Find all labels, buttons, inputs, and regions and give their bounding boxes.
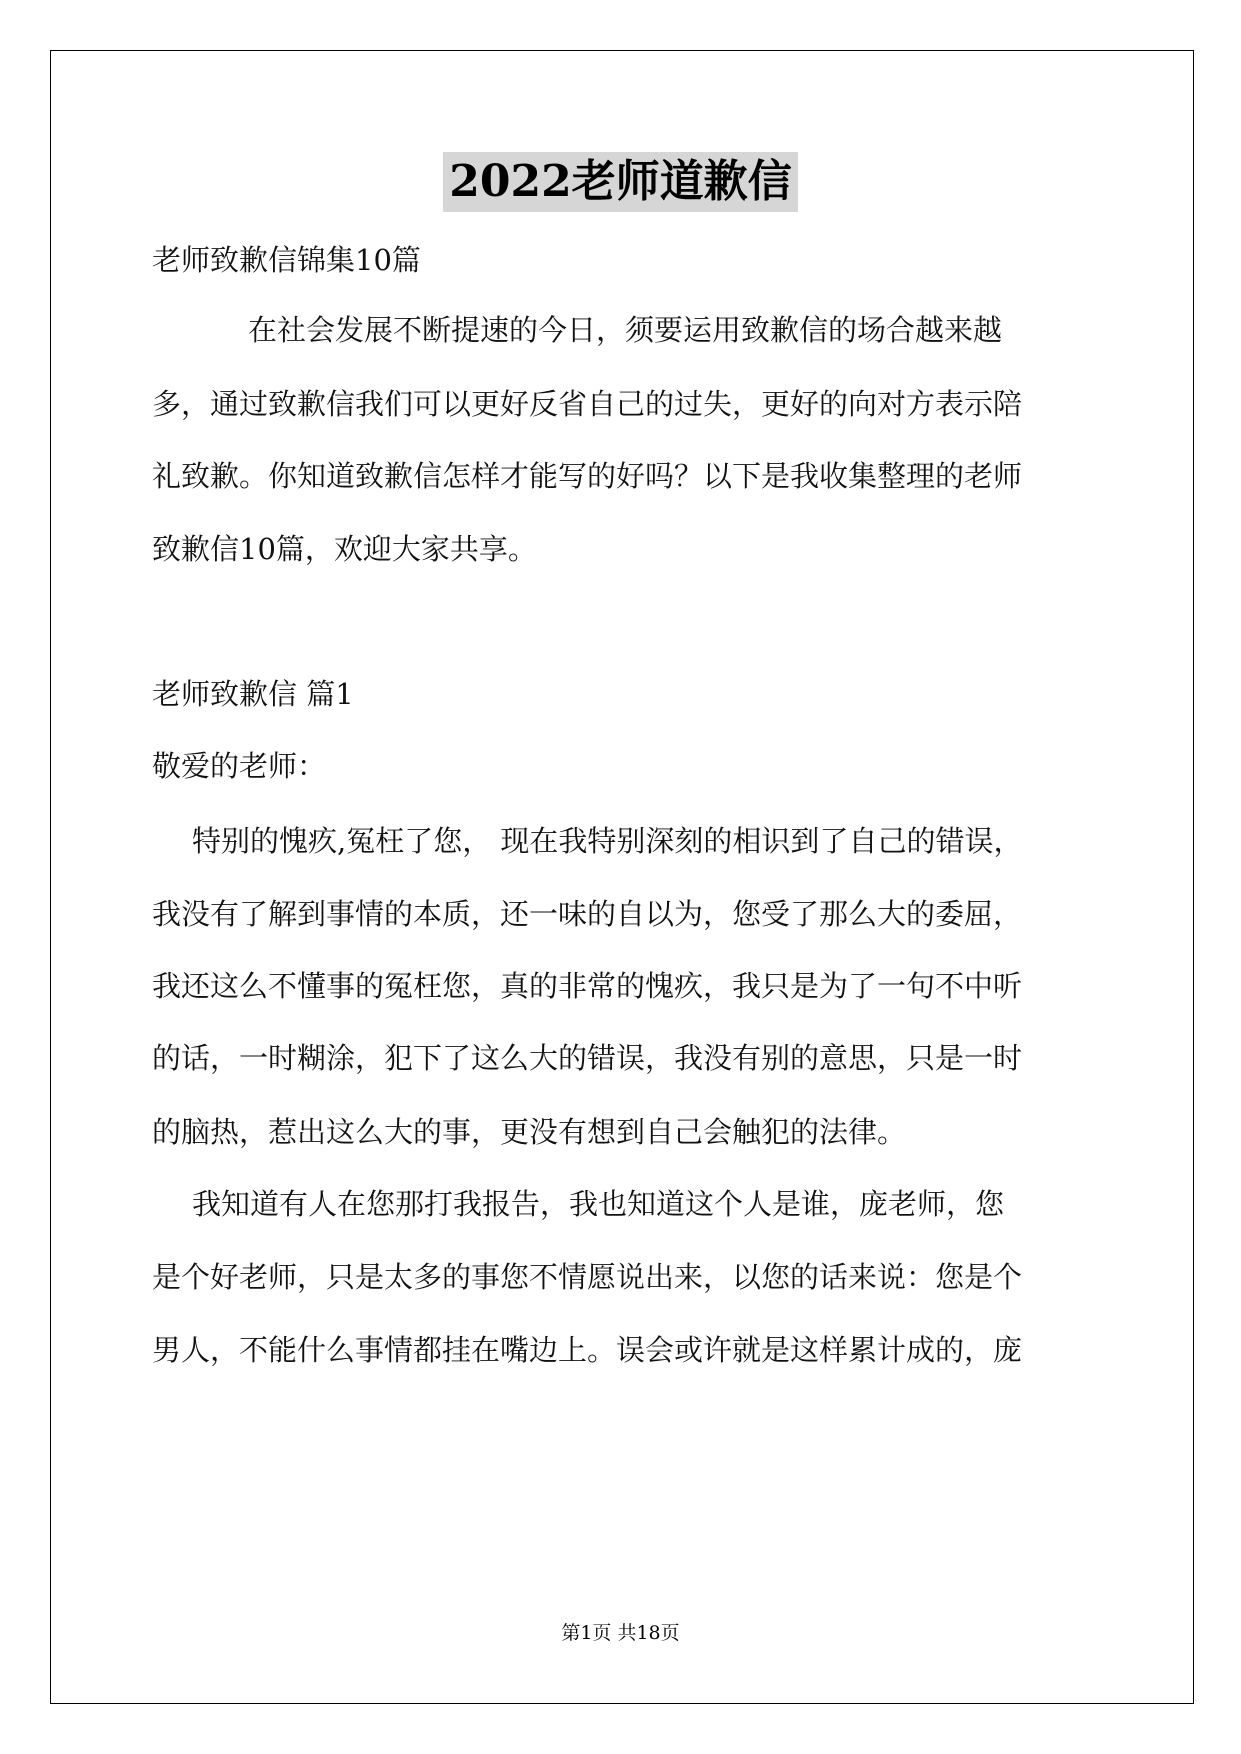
paragraph-line: 我知道有人在您那打我报告，我也知道这个人是谁，庞老师，您 <box>192 1187 1005 1221</box>
paragraph-line: 特别的愧疚,冤枉了您， 现在我特别深刻的相识到了自己的错误， <box>192 824 1023 858</box>
intro-line: 礼致歉。你知道致歉信怎样才能写的好吗？以下是我收集整理的老师 <box>152 459 1023 493</box>
section-heading: 老师致歉信 篇1 <box>152 677 354 711</box>
paragraph-line: 是个好老师，只是太多的事您不情愿说出来，以您的话来说：您是个 <box>152 1260 1023 1294</box>
intro-line: 在社会发展不断提速的今日，须要运用致歉信的场合越来越 <box>248 313 1003 347</box>
salutation: 敬爱的老师： <box>152 749 327 783</box>
subtitle: 老师致歉信锦集10篇 <box>152 243 421 277</box>
intro-line: 致歉信10篇，欢迎大家共享。 <box>152 532 537 566</box>
paragraph-line: 的脑热，惹出这么大的事，更没有想到自己会触犯的法律。 <box>152 1115 907 1149</box>
page-border <box>50 50 1194 1704</box>
paragraph-line: 我没有了解到事情的本质，还一味的自以为，您受了那么大的委屈， <box>152 897 1023 931</box>
paragraph-line: 我还这么不懂事的冤枉您，真的非常的愧疚，我只是为了一句不中听 <box>152 969 1023 1003</box>
title-container <box>0 152 1241 212</box>
document-title: 2022老师道歉信 <box>443 152 797 212</box>
intro-line: 多，通过致歉信我们可以更好反省自己的过失，更好的向对方表示陪 <box>152 387 1023 421</box>
paragraph-line: 的话，一时糊涂，犯下了这么大的错误，我没有别的意思，只是一时 <box>152 1041 1023 1075</box>
page-number-footer: 第1页 共18页 <box>561 1622 680 1644</box>
paragraph-line: 男人，不能什么事情都挂在嘴边上。误会或许就是这样累计成的，庞 <box>152 1333 1023 1367</box>
